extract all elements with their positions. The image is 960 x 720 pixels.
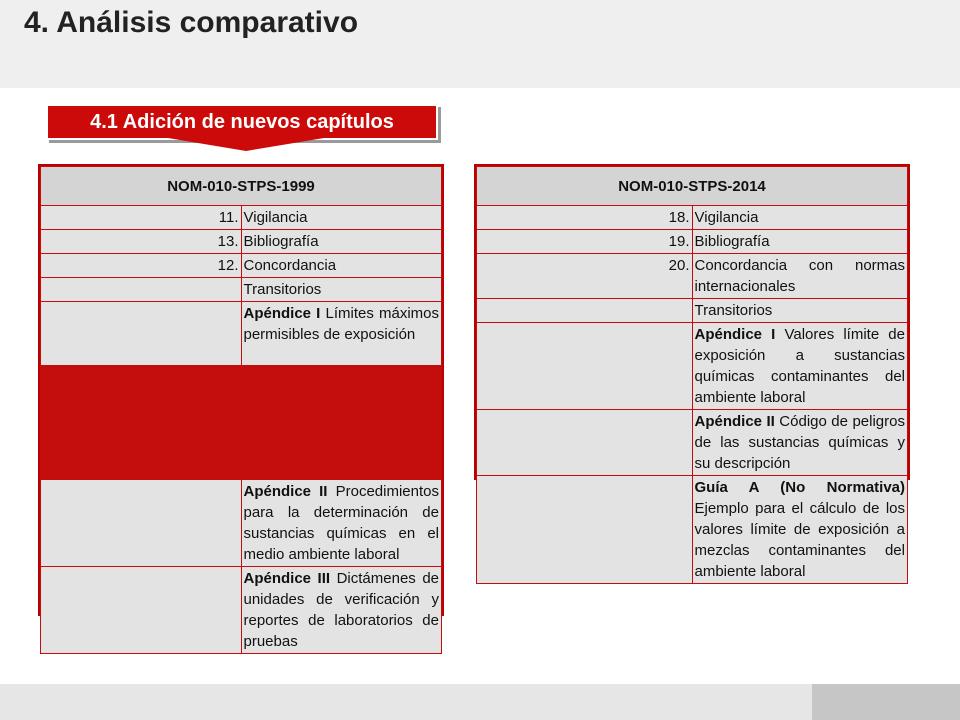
banner-arrow-icon [168, 138, 324, 151]
row-description: Ejemplo para el cálculo de los valores límite de exposición a mezclas contaminantes del ambiente laboral [694, 500, 905, 580]
row-description: Código de peligros de las sustancias químicas y su descripción [694, 413, 905, 472]
table-row [41, 480, 442, 567]
table-row [41, 206, 442, 230]
row-number: 11. [41, 206, 242, 230]
table-row [477, 410, 908, 476]
section-banner [46, 104, 438, 140]
row-text: Vigilancia [241, 206, 442, 230]
row-number [41, 302, 242, 366]
right-table-panel [474, 164, 910, 580]
row-text [692, 323, 908, 410]
row-number [41, 567, 242, 654]
row-text [241, 480, 442, 567]
spacer-row [41, 366, 442, 480]
slide-title: 4. Análisis comparativo [24, 6, 359, 39]
row-bold-label: Apéndice III [243, 570, 331, 587]
row-bold-label: Apéndice II [243, 483, 328, 500]
left-table-header: NOM-010-STPS-1999 [41, 167, 442, 206]
row-number [41, 480, 242, 567]
table-row [41, 230, 442, 254]
row-text: Transitorios [241, 278, 442, 302]
row-bold-label: Guía A (No Normativa) [694, 479, 905, 496]
row-number: 20. [477, 254, 693, 299]
footer-band [0, 684, 812, 720]
left-table [40, 166, 442, 654]
row-number [477, 476, 693, 584]
row-bold-label: Apéndice I [243, 305, 321, 322]
row-text: Transitorios [692, 299, 908, 323]
row-text [241, 302, 442, 366]
row-number [41, 278, 242, 302]
row-number: 19. [477, 230, 693, 254]
left-table-panel [38, 164, 444, 650]
row-number: 18. [477, 206, 693, 230]
table-row [41, 567, 442, 654]
table-row [41, 278, 442, 302]
spacer-cell [41, 366, 442, 480]
row-description: Procedimientos para la determinación de sustancias químicas en el medio ambiente laboral [243, 483, 439, 563]
row-text [692, 476, 908, 584]
row-description: Valores límite de exposición a sustancias químicas contaminantes del ambiente laboral [694, 326, 905, 406]
table-row [477, 476, 908, 584]
table-row [41, 302, 442, 366]
row-number [477, 323, 693, 410]
row-text: Vigilancia [692, 206, 908, 230]
row-number [477, 410, 693, 476]
table-row [477, 206, 908, 230]
row-text [241, 567, 442, 654]
row-text [692, 410, 908, 476]
table-row [41, 254, 442, 278]
row-number: 12. [41, 254, 242, 278]
table-row [477, 254, 908, 299]
row-description: Dictámenes de unidades de verificación y reportes de laboratorios de pruebas [243, 570, 440, 650]
row-text: Bibliografía [241, 230, 442, 254]
row-description: Límites máximos permisibles de exposición [243, 305, 439, 343]
table-row [477, 299, 908, 323]
row-text: Concordancia con normas internacionales [692, 254, 908, 299]
table-row [477, 323, 908, 410]
table-row [477, 230, 908, 254]
right-table-header: NOM-010-STPS-2014 [477, 167, 908, 206]
row-bold-label: Apéndice I [694, 326, 776, 343]
row-number [477, 299, 693, 323]
row-text: Bibliografía [692, 230, 908, 254]
row-bold-label: Apéndice II [694, 413, 775, 430]
row-number: 13. [41, 230, 242, 254]
row-text: Concordancia [241, 254, 442, 278]
section-banner-label: 4.1 Adición de nuevos capítulos [90, 110, 394, 133]
footer-block [812, 684, 960, 720]
right-table [476, 166, 908, 584]
